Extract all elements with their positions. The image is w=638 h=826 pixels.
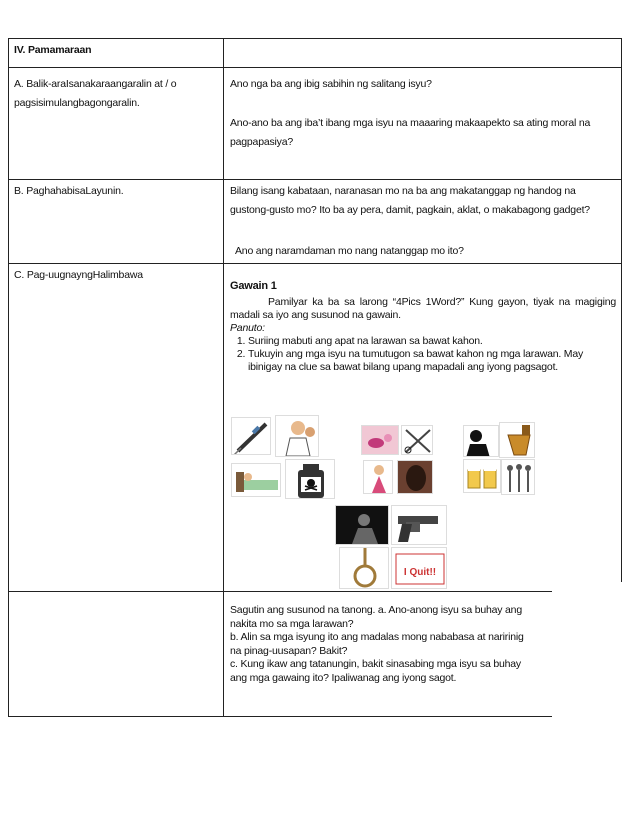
sign-icon [391, 547, 447, 589]
syringe-icon [231, 417, 271, 455]
section-heading: IV. Pamamaraan [14, 44, 92, 56]
gun-icon [391, 505, 447, 545]
row-divider [9, 179, 621, 180]
question-c: c. Kung ikaw ang tatanungin, bakit sinasabing mga isyu sa buhay ang mga gawaing ito? Ipaliwanag ang iyong sagot. [230, 658, 521, 684]
row-b-label: B. PaghahabisaLayunin. [14, 185, 124, 197]
row-divider [9, 591, 621, 592]
row-c-label: C. Pag-uugnayngHalimbawa [14, 269, 143, 281]
row-b-question-2: Ano ang naramdaman mo nang natanggap mo ito? [235, 245, 464, 257]
row-a-question-1 [230, 75, 616, 94]
row-divider [9, 263, 621, 264]
sad-person-icon [335, 505, 389, 545]
lesson-table [8, 38, 622, 717]
gawain-block [230, 279, 616, 374]
row-divider [9, 67, 621, 68]
hair-icon [397, 460, 433, 494]
doctor-icon [275, 415, 319, 457]
row-a-label: A. Balik-araIsanakaraangaralin at / o pagsisimulangbagongaralin. [14, 78, 177, 109]
poison-bottle-icon [285, 459, 335, 499]
bed-icon [231, 463, 281, 497]
row-a-question-2: Ano-ano ba ang iba’t ibang mga isyu na maaaring makaapekto sa ating moral na pagpapasiya? [230, 117, 591, 148]
column-divider [223, 39, 224, 716]
sign-text: I Quit!! [403, 567, 437, 578]
whisky-icon [499, 422, 535, 458]
gawain-intro: Pamilyar ka ba sa larong “4Pics 1Word?” Kung gayon, tiyak na magiging madali sa iyo ang susunod na gawain. [230, 296, 616, 321]
silhouette-icon [463, 425, 499, 457]
question-b: b. Alin sa mga isyung ito ang madalas mong nababasa at naririnig na pinag-uusapan? Bakit? [230, 631, 524, 657]
scissors-icon [401, 425, 433, 455]
question-a: Sagutin ang susunod na tanong. a. Ano-anong isyu sa buhay ang nakita mo sa mga larawan? [230, 604, 522, 630]
gawain-title: Gawain 1 [230, 280, 277, 292]
beer-mugs-icon [463, 459, 501, 493]
panuto-step: 2. Tukuyin ang mga isyu na tumutugon sa bawat kahon ng mga larawan. May ibinigay na clue sa bawat bilang upang mapadali ang iyong pagsagot. [248, 348, 616, 374]
woman-icon [363, 460, 393, 494]
row-a-question-1-text: Ano nga ba ang ibig sabihin ng salitang isyu? [230, 78, 432, 90]
pills-icon [361, 425, 399, 455]
people-icon [501, 459, 535, 495]
page-cutoff [552, 582, 638, 722]
questions-block [230, 604, 535, 685]
row-b-question-1: Bilang isang kabataan, naranasan mo na ba ang makatanggap ng handog na gustong-gusto mo? Ito ba ay pera, damit, pagkain, aklat, o makabagong gadget? [230, 185, 590, 216]
panuto-steps [230, 335, 616, 374]
noose-icon [339, 547, 389, 589]
panuto-step: 1. Suriing mabuti ang apat na larawan sa bawat kahon. [248, 335, 616, 348]
panuto-label: Panuto: [230, 322, 265, 334]
